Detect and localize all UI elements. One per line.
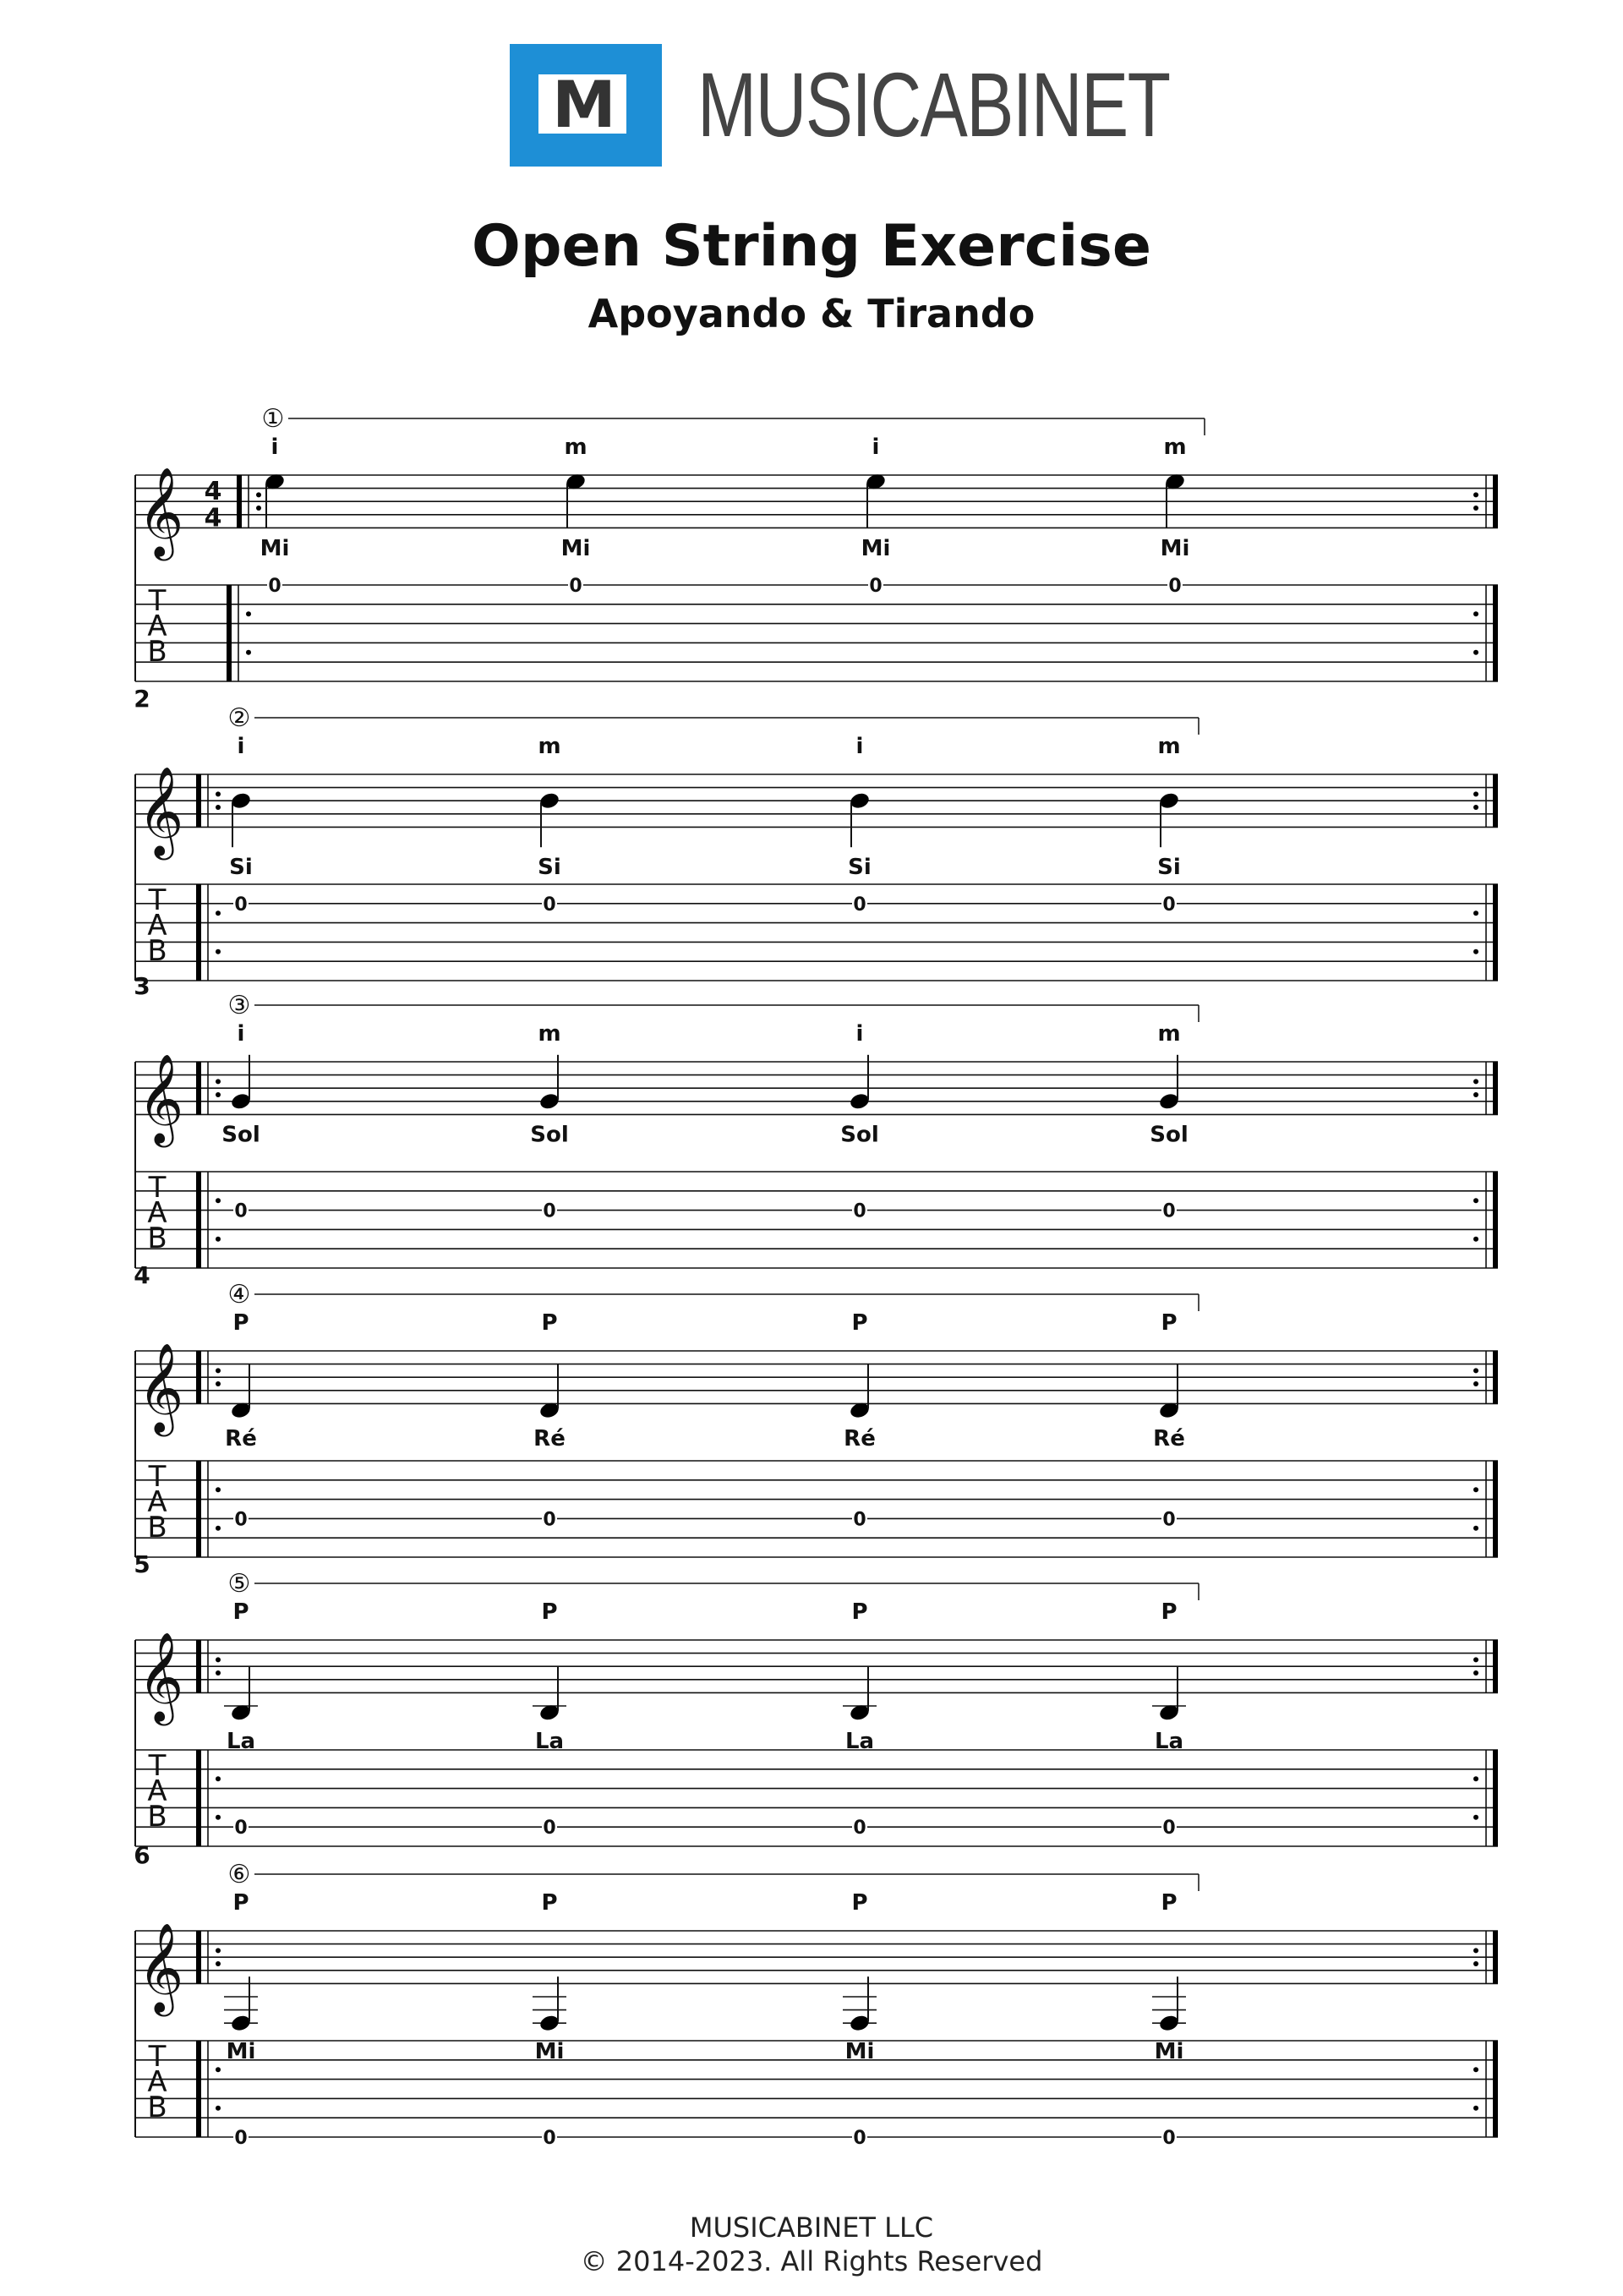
repeat-dot	[246, 650, 251, 655]
tab-repeat-end-thick	[1493, 1461, 1498, 1557]
fingering-label: P	[851, 1890, 868, 1916]
system-number: 4	[134, 1261, 150, 1289]
tab-repeat-start-thick	[227, 585, 232, 681]
tab-letter: B	[147, 1222, 167, 1255]
repeat-dot	[1473, 2106, 1478, 2111]
note-name-label: Mi	[534, 2039, 565, 2065]
repeat-dot	[1473, 1776, 1478, 1781]
note-name-label: Si	[1157, 855, 1181, 881]
tab-letter: T	[148, 1460, 167, 1494]
note-name-label: Mi	[260, 535, 290, 561]
repeat-dot	[216, 1776, 221, 1781]
repeat-dot	[216, 1526, 221, 1531]
tab-letter: B	[147, 635, 167, 669]
system-number: 6	[134, 1841, 150, 1869]
fingering-label: P	[851, 1310, 868, 1336]
repeat-dot	[1473, 1092, 1478, 1097]
repeat-dot	[216, 1381, 221, 1386]
time-signature-bottom: 4	[204, 503, 222, 533]
system-6	[134, 1841, 1498, 2149]
fingering-label: P	[1161, 1599, 1178, 1625]
repeat-end-thick	[1493, 1351, 1498, 1403]
repeat-dot	[216, 1079, 221, 1084]
note-name-label: Si	[538, 855, 561, 881]
repeat-dot	[1473, 650, 1478, 655]
fingering-label: i	[872, 435, 880, 460]
note-name-label: Mi	[844, 2039, 875, 2065]
repeat-dot	[216, 949, 221, 954]
note-name-label: La	[1154, 1728, 1184, 1754]
system-2	[134, 685, 1498, 981]
string-indicator: ①	[261, 404, 285, 434]
repeat-dot	[1473, 1237, 1478, 1242]
note-name-label: Ré	[225, 1426, 257, 1452]
repeat-start-thick	[196, 1351, 201, 1403]
tab-fret-number: 0	[1162, 894, 1176, 916]
tab-fret-number: 0	[543, 894, 556, 916]
treble-clef-icon: 𝄞	[137, 765, 184, 856]
logo-mark-letter: M	[552, 67, 616, 142]
tab-letter: A	[147, 610, 167, 643]
fingering-label: m	[1157, 734, 1181, 759]
tab-fret-number: 0	[234, 1509, 248, 1531]
repeat-dot	[1473, 506, 1478, 511]
repeat-start-thick	[196, 1062, 201, 1114]
tab-fret-number: 0	[543, 2128, 556, 2149]
repeat-end-thick	[1493, 1062, 1498, 1114]
tab-fret-number: 0	[853, 1200, 866, 1222]
fingering-label: i	[855, 734, 864, 759]
fingering-label: m	[1163, 435, 1187, 460]
tab-repeat-end-thick	[1493, 1750, 1498, 1846]
tab-fret-number: 0	[869, 576, 883, 597]
note-name-label: Si	[229, 855, 253, 881]
system-number: 2	[134, 685, 150, 713]
repeat-dot	[1473, 611, 1478, 616]
footer-company: MUSICABINET LLC	[689, 2211, 934, 2244]
tab-letter: A	[147, 1774, 167, 1808]
fingering-label: P	[851, 1599, 868, 1625]
repeat-dot	[216, 1198, 221, 1203]
repeat-dot	[216, 1948, 221, 1953]
fingering-label: i	[270, 435, 279, 460]
repeat-dot	[1473, 1815, 1478, 1820]
tab-letter: A	[147, 1196, 167, 1230]
time-signature-top: 4	[204, 477, 222, 507]
string-indicator: ③	[227, 991, 251, 1020]
fingering-label: P	[541, 1890, 558, 1916]
repeat-dot	[216, 2067, 221, 2072]
repeat-dot	[216, 1815, 221, 1820]
tab-fret-number: 0	[1162, 2128, 1176, 2149]
tab-fret-number: 0	[1162, 1818, 1176, 1840]
tab-letter: T	[148, 2040, 167, 2074]
repeat-dot	[216, 2106, 221, 2111]
repeat-dot	[1473, 1657, 1478, 1662]
tab-letter: T	[148, 1171, 167, 1205]
tab-letter: B	[147, 934, 167, 968]
repeat-dot	[1473, 2067, 1478, 2072]
repeat-start-thick	[237, 475, 242, 528]
tab-fret-number: 0	[1168, 576, 1182, 597]
tab-repeat-start-thick	[196, 1461, 201, 1557]
repeat-dot	[246, 611, 251, 616]
repeat-end-thick	[1493, 774, 1498, 827]
repeat-start-thick	[196, 1931, 201, 1983]
repeat-dot	[1473, 1526, 1478, 1531]
fingering-label: P	[232, 1890, 249, 1916]
repeat-dot	[1473, 805, 1478, 810]
note-name-label: Sol	[1150, 1122, 1189, 1148]
repeat-dot	[216, 791, 221, 796]
treble-clef-icon: 𝄞	[137, 1922, 184, 2013]
note-name-label: Sol	[221, 1122, 260, 1148]
repeat-dot	[1473, 1670, 1478, 1676]
repeat-dot	[216, 1237, 221, 1242]
tab-repeat-start-thick	[196, 1750, 201, 1846]
tab-fret-number: 0	[234, 1200, 248, 1222]
string-indicator: ⑤	[227, 1569, 251, 1599]
tab-repeat-start-thick	[196, 1172, 201, 1268]
repeat-dot	[216, 1657, 221, 1662]
repeat-dot	[256, 492, 261, 497]
tab-letter: B	[147, 1800, 167, 1834]
tab-fret-number: 0	[853, 894, 866, 916]
repeat-dot	[216, 1368, 221, 1373]
repeat-dot	[216, 1092, 221, 1097]
tab-fret-number: 0	[234, 2128, 248, 2149]
tab-fret-number: 0	[268, 576, 281, 597]
tab-fret-number: 0	[1162, 1200, 1176, 1222]
tab-repeat-end-thick	[1493, 884, 1498, 981]
tab-repeat-end-thick	[1493, 2041, 1498, 2137]
repeat-dot	[216, 1487, 221, 1492]
note-name-label: La	[534, 1728, 565, 1754]
page-title: Open String Exercise	[472, 213, 1151, 280]
fingering-label: i	[855, 1021, 864, 1047]
repeat-dot	[1473, 1079, 1478, 1084]
repeat-dot	[256, 506, 261, 511]
treble-clef-icon: 𝄞	[137, 1631, 184, 1722]
tab-fret-number: 0	[1162, 1509, 1176, 1531]
tab-letter: B	[147, 2091, 167, 2124]
system-3	[134, 972, 1498, 1268]
system-4	[134, 1261, 1498, 1557]
repeat-dot	[1473, 492, 1478, 497]
repeat-start-thick	[196, 774, 201, 827]
repeat-dot	[1473, 1381, 1478, 1386]
tab-letter: T	[148, 584, 167, 618]
tab-letter: B	[147, 1511, 167, 1544]
tab-letter: T	[148, 883, 167, 917]
repeat-dot	[1473, 1948, 1478, 1953]
repeat-dot	[1473, 791, 1478, 796]
logo-wordmark: MUSICABINET	[697, 53, 1170, 156]
fingering-label: m	[538, 1021, 561, 1047]
note-name-label: Mi	[1160, 535, 1190, 561]
fingering-label: P	[541, 1310, 558, 1336]
repeat-dot	[1473, 1487, 1478, 1492]
tab-fret-number: 0	[543, 1509, 556, 1531]
fingering-label: m	[564, 435, 587, 460]
string-indicator: ④	[227, 1280, 251, 1309]
page-subtitle: Apoyando & Tirando	[587, 291, 1036, 336]
note-name-label: Mi	[560, 535, 591, 561]
tab-letter: A	[147, 909, 167, 943]
tab-fret-number: 0	[543, 1200, 556, 1222]
repeat-start-thick	[196, 1640, 201, 1692]
repeat-dot	[216, 805, 221, 810]
fingering-label: P	[232, 1310, 249, 1336]
note-name-label: Ré	[844, 1426, 876, 1452]
string-indicator: ⑥	[227, 1860, 251, 1889]
note-name-label: Sol	[530, 1122, 569, 1148]
repeat-end-thick	[1493, 1931, 1498, 1983]
repeat-dot	[1473, 1198, 1478, 1203]
fingering-label: P	[1161, 1890, 1178, 1916]
note-name-label: La	[226, 1728, 256, 1754]
tab-fret-number: 0	[853, 1509, 866, 1531]
note-name-label: Ré	[533, 1426, 566, 1452]
repeat-dot	[216, 1670, 221, 1676]
fingering-label: m	[1157, 1021, 1181, 1047]
fingering-label: m	[538, 734, 561, 759]
tab-repeat-end-thick	[1493, 585, 1498, 681]
tab-letter: T	[148, 1749, 167, 1783]
fingering-label: P	[1161, 1310, 1178, 1336]
tab-fret-number: 0	[853, 1818, 866, 1840]
tab-repeat-start-thick	[196, 884, 201, 981]
repeat-end-thick	[1493, 475, 1498, 528]
string-indicator: ②	[227, 703, 251, 733]
fingering-label: i	[237, 734, 245, 759]
repeat-dot	[216, 910, 221, 916]
tab-letter: A	[147, 2065, 167, 2099]
repeat-dot	[1473, 949, 1478, 954]
repeat-dot	[1473, 1961, 1478, 1966]
treble-clef-icon: 𝄞	[137, 1342, 184, 1433]
repeat-dot	[1473, 910, 1478, 916]
tab-fret-number: 0	[234, 894, 248, 916]
tab-fret-number: 0	[234, 1818, 248, 1840]
repeat-dot	[216, 1961, 221, 1966]
note-name-label: Sol	[840, 1122, 879, 1148]
tab-fret-number: 0	[853, 2128, 866, 2149]
tab-fret-number: 0	[543, 1818, 556, 1840]
tab-letter: A	[147, 1485, 167, 1519]
system-number: 5	[134, 1550, 150, 1578]
fingering-label: P	[541, 1599, 558, 1625]
treble-clef-icon: 𝄞	[137, 1052, 184, 1144]
system-number: 3	[134, 972, 150, 1000]
repeat-end-thick	[1493, 1640, 1498, 1692]
note-name-label: Mi	[226, 2039, 256, 2065]
note-name-label: Ré	[1153, 1426, 1185, 1452]
treble-clef-icon: 𝄞	[137, 466, 184, 557]
note-name-label: La	[844, 1728, 875, 1754]
tab-repeat-end-thick	[1493, 1172, 1498, 1268]
note-name-label: Si	[848, 855, 872, 881]
repeat-dot	[1473, 1368, 1478, 1373]
system-5	[134, 1550, 1498, 1846]
note-name-label: Mi	[861, 535, 891, 561]
footer-copyright: © 2014-2023. All Rights Reserved	[580, 2245, 1043, 2277]
fingering-label: i	[237, 1021, 245, 1047]
system-1	[135, 404, 1498, 681]
fingering-label: P	[232, 1599, 249, 1625]
tab-repeat-start-thick	[196, 2041, 201, 2137]
note-name-label: Mi	[1154, 2039, 1184, 2065]
tab-fret-number: 0	[569, 576, 582, 597]
